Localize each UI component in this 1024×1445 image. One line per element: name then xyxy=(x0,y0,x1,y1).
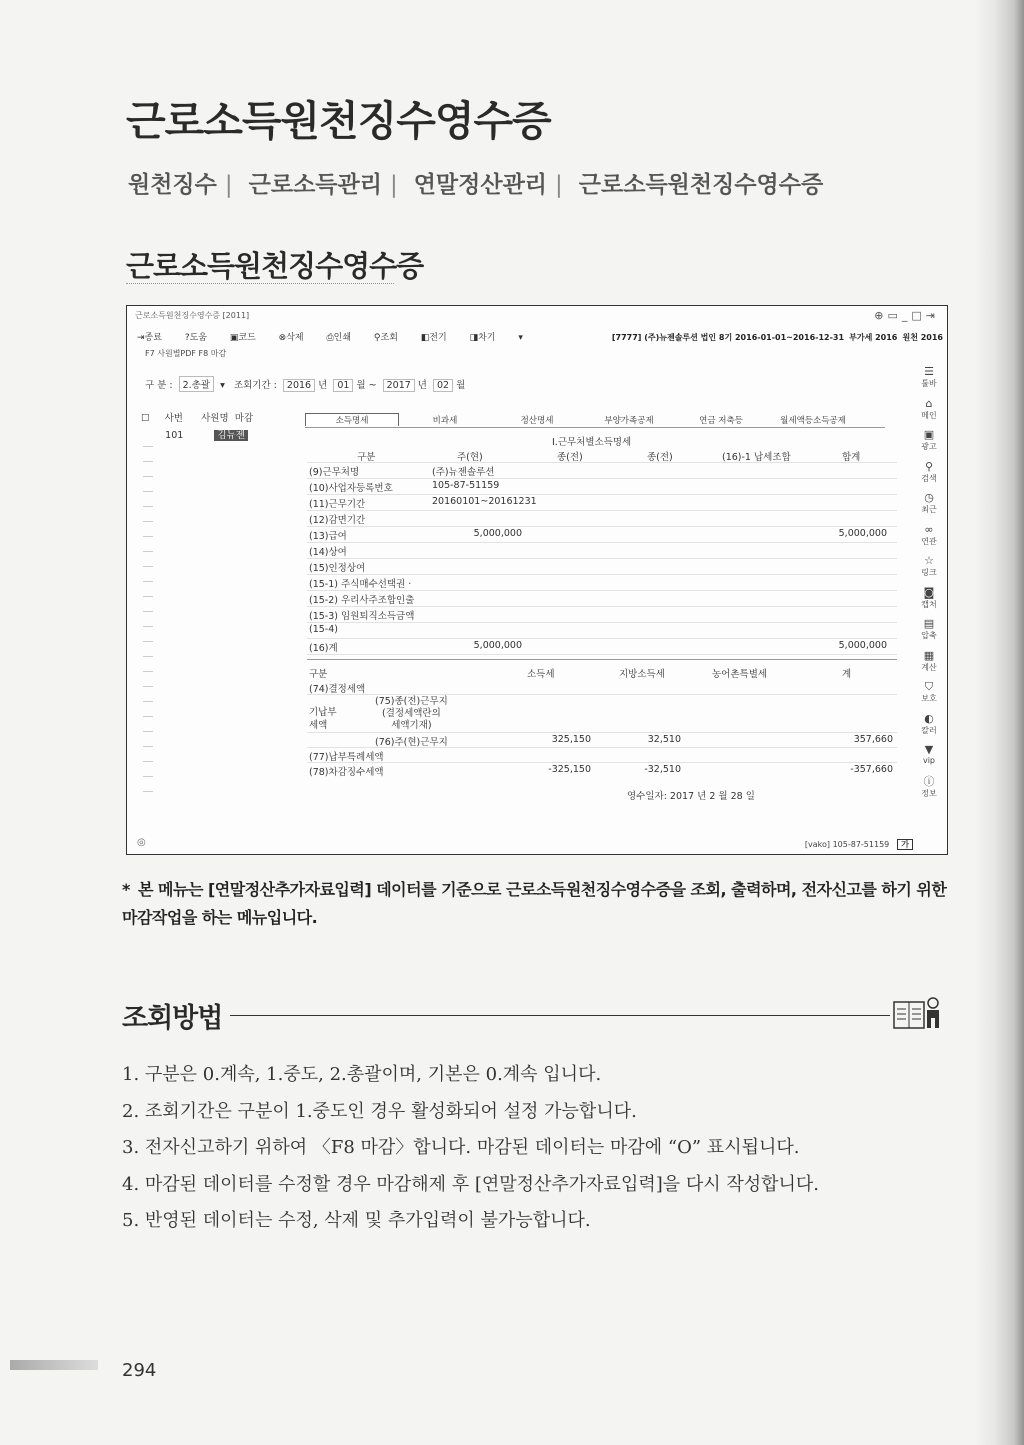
print-button[interactable]: ⎙인쇄 xyxy=(326,333,352,343)
program-window xyxy=(126,305,948,855)
to-month-select[interactable]: 02 xyxy=(433,379,453,392)
page-bar xyxy=(10,1360,98,1370)
sidebar-item[interactable]: ⚲ 검색 xyxy=(917,461,941,493)
breadcrumb-item: 연말정산관리 xyxy=(413,172,548,198)
method-divider xyxy=(230,1015,890,1016)
compress-icon: ▤ xyxy=(923,617,935,630)
row-markers xyxy=(143,446,153,806)
filter-bar: 구 분 : 2.총괄 ▾ 조회기간 : 2016 년 01 월 ~ 2017 년 02 월 xyxy=(145,376,465,392)
from-year-input[interactable]: 2016 xyxy=(283,379,315,392)
right-sidebar xyxy=(917,366,941,807)
camera-icon: ◙ xyxy=(923,585,935,599)
window-controls[interactable] xyxy=(874,309,939,322)
tab-bar xyxy=(305,413,885,428)
method-title: 조회방법 xyxy=(122,1003,223,1034)
employee-list: ☐ 사번 사원명 마감 101 김뉴젠 xyxy=(141,410,289,810)
book-reader-icon xyxy=(893,996,943,1030)
list-item: 2. 조회기간은 구분이 1.중도인 경우 활성화되어 설정 가능합니다. xyxy=(122,1100,637,1122)
from-month-select[interactable]: 01 xyxy=(333,379,353,392)
division-select[interactable]: 2.총괄 xyxy=(179,376,214,392)
sidebar-item[interactable]: ▣ 광고 xyxy=(917,429,941,461)
search-icon: ⚲ xyxy=(924,459,934,473)
breadcrumb: 원천징수 | 근로소득관리 | 연말정산관리 | 근로소득원천징수영수증 xyxy=(128,172,824,198)
to-year-input[interactable]: 2017 xyxy=(383,379,415,392)
breadcrumb-item: 근로소득관리 xyxy=(248,172,382,198)
sidebar-item[interactable]: ⌂ 메인 xyxy=(917,398,941,430)
vip-icon: ▼ xyxy=(924,743,934,756)
list-item: 1. 구분은 0.계속, 1.중도, 2.총괄이며, 기본은 0.계속 입니다. xyxy=(122,1064,602,1085)
page-number: 294 xyxy=(122,1360,157,1381)
delete-button[interactable]: ⊗삭제 xyxy=(278,333,304,343)
book-spine-shadow xyxy=(974,0,1024,1445)
window-title: 근로소득원천징수영수증 [2011] xyxy=(135,311,250,320)
zoom-icon[interactable]: ⊕ xyxy=(874,309,888,322)
calculator-icon: ▦ xyxy=(923,648,935,662)
chevron-down-icon[interactable]: ▾ xyxy=(220,380,225,391)
tab-settlement[interactable]: 정산명세 xyxy=(520,416,554,426)
tab-income[interactable]: 소득명세 xyxy=(305,413,399,426)
home-icon: ⌂ xyxy=(925,396,933,410)
sidebar-item[interactable]: ◷ 최근 xyxy=(917,492,941,524)
sidebar-item[interactable]: ☰ 툴바 xyxy=(917,366,941,398)
company-info: [7777] (주)뉴젠솔루션 법인 8기 2016-01-01~2016-12-31 부가세 2016 원천 2016 xyxy=(611,333,943,342)
receipt-date: 영수일자: 2017 년 2 월 28 일 xyxy=(627,791,755,802)
breadcrumb-item: 근로소득원천징수영수증 xyxy=(578,172,824,198)
shield-icon: ⛉ xyxy=(924,680,934,693)
sidebar-item[interactable]: ⓘ 정보 xyxy=(917,776,941,808)
star-icon: ☆ xyxy=(924,554,934,567)
income-grid: Ⅰ.근무처별소득명세 구분 주(현) 종(전) 종(전) (16)-1 납세조합 합계 (9)근무처명 (주)뉴젠솔루션 (10)사업자등록번호 105-87-51159 (11)근무기간 20160101~20161231 (12)감면기간 (13)급여 5,000,000 5,000,000 (14)상여 (15)인정상여 (15-1) 주식매수선택권 · (15-2) 우리사주조합인출 (15-3) 임원퇴직소득금액 (15-4) (16)계 5,000,000 5,000,000 구분 소득세 지방소득세 농어촌특별세 계 (74)결정세액 기납부 세액 (75)종(전)근무지 (결정세액란의 세액기재) (76)주(현)근무지 325,150 32,510 357,660 (77)납부특례세액 (78)차감징수세액 -325,150 -32,510 -357,660 영수일자: 2017 년 2 월 28 일 xyxy=(307,434,897,804)
tab-dependents[interactable]: 부양가족공제 xyxy=(604,416,654,426)
tab-rent[interactable]: 월세액등소득공제 xyxy=(780,416,846,426)
sidebar-item[interactable]: ▤ 압축 xyxy=(917,618,941,650)
sub-toolbar[interactable]: F7 사원별PDF F8 마감 xyxy=(145,349,227,358)
tab-nontax[interactable]: 비과세 xyxy=(432,416,458,426)
sidebar-item[interactable]: ▼ vip xyxy=(917,744,941,776)
list-item[interactable]: 101 김뉴젠 xyxy=(141,427,289,441)
section-divider xyxy=(126,283,394,284)
ad-icon: ▣ xyxy=(923,428,935,441)
steps-list xyxy=(122,1060,819,1243)
note: * 본 메뉴는 [연말정산추가자료입력] 데이터를 기준으로 근로소득원천징수영수증을 조회, 출력하며, 전자신고를 하기 위한 마감작업을 하는 메뉴입니다. xyxy=(122,880,947,927)
ime-indicator[interactable]: 가 xyxy=(897,839,913,850)
folder-icon[interactable]: ▭ xyxy=(887,309,902,322)
section-title: 근로소득원천징수영수증 xyxy=(126,249,424,283)
prev-button[interactable]: ◧전기 xyxy=(420,333,447,343)
next-button[interactable]: ◨차기 xyxy=(469,333,496,343)
list-item: 4. 마감된 데이터를 수정할 경우 마감해제 후 [연말정산추가자료입력]을 다시 작성합니다. xyxy=(122,1173,820,1195)
sidebar-item[interactable]: ☆ 링크 xyxy=(917,555,941,587)
sidebar-item[interactable]: ∞ 연관 xyxy=(917,524,941,556)
help-button[interactable]: ?도움 xyxy=(184,333,207,343)
color-icon: ◐ xyxy=(924,711,934,725)
code-button[interactable]: ▣코드 xyxy=(229,333,256,343)
list-item: 3. 전자신고하기 위하여 〈F8 마감〉합니다. 마감된 데이터는 마감에 “O” 표시됩니다. xyxy=(122,1137,800,1158)
menu-icon: ☰ xyxy=(924,365,934,378)
page-title: 근로소득원천징수영수증 xyxy=(126,97,551,145)
exit-button[interactable]: ⇥종료 xyxy=(137,333,162,343)
list-item: 5. 반영된 데이터는 수정, 삭제 및 추가입력이 불가능합니다. xyxy=(122,1210,591,1231)
sidebar-item[interactable]: ▦ 계산 xyxy=(917,650,941,682)
link-icon: ∞ xyxy=(924,522,934,536)
maximize-icon[interactable]: □ xyxy=(911,309,926,322)
minimize-icon[interactable]: _ xyxy=(901,309,912,322)
refresh-icon[interactable]: ◎ xyxy=(137,837,146,848)
sidebar-item[interactable]: ◙ 캡처 xyxy=(917,587,941,619)
section-heading: Ⅰ.근무처별소득명세 xyxy=(552,437,632,448)
more-icon[interactable]: ▾ xyxy=(518,333,523,343)
recent-icon: ◷ xyxy=(924,491,934,504)
breadcrumb-item: 원천징수 xyxy=(128,172,217,198)
sidebar-item[interactable]: ⛉ 보호 xyxy=(917,681,941,713)
tab-pension[interactable]: 연금 저축등 xyxy=(699,416,743,426)
toolbar xyxy=(137,330,533,343)
exit-icon[interactable]: ⇥ xyxy=(925,309,939,322)
status-bar: [vako] 105-87-51159 가 xyxy=(805,839,913,850)
info-icon: ⓘ xyxy=(923,774,935,788)
sidebar-item[interactable]: ◐ 칼러 xyxy=(917,713,941,745)
search-button[interactable]: ⚲조회 xyxy=(373,333,398,343)
